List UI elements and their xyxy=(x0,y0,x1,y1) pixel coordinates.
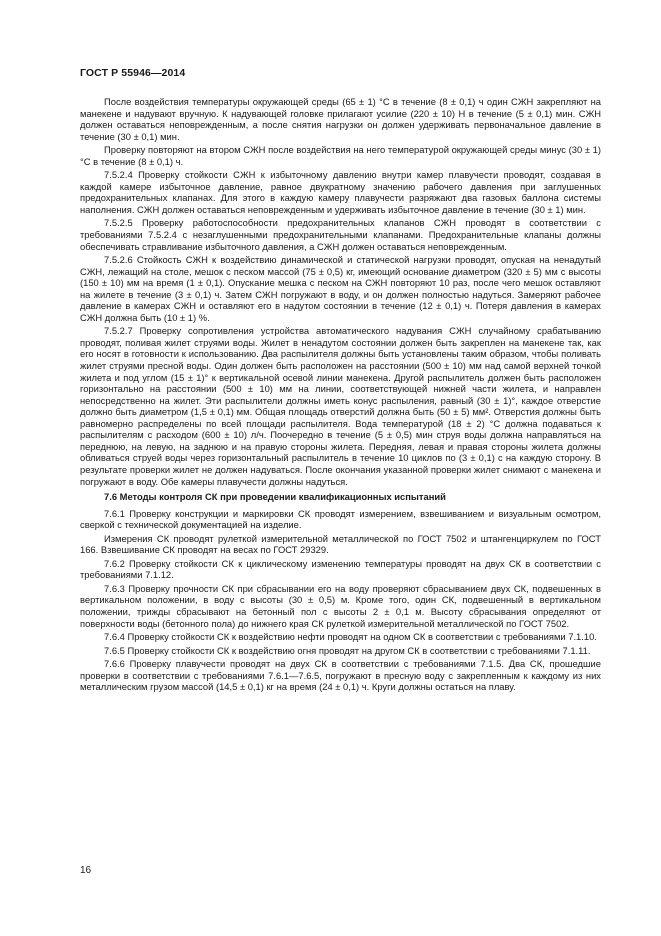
paragraph-7-5-2-5: 7.5.2.5 Проверку работоспособности предохранительных клапанов СЖН проводят в соответствии с требованиями 7.5.2.4 с незаглушенными предохранительными клапанами. Предохранительные клапаны должны обеспечивать стравливание избыточного давления, а СЖН должен оставаться неповрежденным. xyxy=(80,217,601,252)
paragraph: После воздействия температуры окружающей среды (65 ± 1) °С в течение (8 ± 0,1) ч один СЖН закрепляют на манекене и надувают вручную. К надувающей головке прилагают усилие (220 ± 10) Н в течение (5 ± 0,1) мин. СЖН должен оставаться неповрежденным, а после снятия нагрузки он должен удерживать первоначальное давление в течение (30 ± 0,1) мин. xyxy=(80,96,601,142)
document-body xyxy=(80,96,601,693)
page-number: 16 xyxy=(80,865,92,876)
paragraph: Проверку повторяют на втором СЖН после воздействия на него температурой окружающей среды минус (30 ± 1) °С в течение (8 ± 0,1) ч. xyxy=(80,144,601,167)
paragraph-7-6-6: 7.6.6 Проверку плавучести проводят на двух СК в соответствии с требованиями 7.1.5. Два СК, прошедшие проверки в соответствии с требованиями 7.6.1—7.6.5, погружают в пресную воду с закрепленным к каждому из них металлическим грузом массой (14,5 ± 0,1) кг на время (24 ± 0,1) ч. Круги должны остаться на плаву. xyxy=(80,658,601,693)
paragraph-7-6-3: 7.6.3 Проверку прочности СК при сбрасывании его на воду проверяют сбрасыванием двух СК, подвешенных в вертикальном положении, в воду с высоты (30 ± 0,5) м. Кроме того, один СК, подвешенный в вертикальном положении, трижды сбрасывают на бетонный пол с высоты 2 ± 0,1 м. Высоту сбрасывания определяют от поверхности воды (бетонного пола) до нижнего края СК рулеткой измерительной металлической по ГОСТ 7502. xyxy=(80,582,601,629)
document-code-header: ГОСТ Р 55946—2014 xyxy=(80,67,186,79)
paragraph-7-6-5: 7.6.5 Проверку стойкости СК к воздействию огня проводят на другом СК в соответствии с требованиями 7.1.11. xyxy=(104,644,591,656)
paragraph-7-5-2-4: 7.5.2.4 Проверку стойкости СЖН к избыточному давлению внутри камер плавучести проводят, создавая в каждой камере избыточное давление, равное двукратному значению рабочего давления при заглушенных предохранительных клапанах. Для этого в каждую камеру плавучести разряжают два газовых баллона системы наполнения. СЖН должен оставаться неповрежденным и удерживать избыточное давление в течение (30 ± 1) мин. xyxy=(80,169,601,215)
paragraph: Измерения СК проводят рулеткой измерительной металлической по ГОСТ 7502 и штангенциркулем по ГОСТ 166. Взвешивание СК проводят на весах по ГОСТ 29329. xyxy=(80,532,601,556)
paragraph-7-5-2-7: 7.5.2.7 Проверку сопротивления устройства автоматического надувания СЖН случайному срабатыванию проводят, поливая жилет струями воды. Жилет в ненадутом состоянии должен быть закреплен на манекене так, как его носят в готовности к использованию. Два распылителя должны быть установлены таким образом, чтобы поливать жилет струями пресной воды. Один должен быть расположен на расстоянии (500 ± 10) мм над самой верхней точкой жилета и под углом (15 ± 1)° к вертикальной осевой линии манекена. Другой распылитель должен быть расположен горизонтально на расстоянии (500 ± 10) мм на линии, соответствующей нижней части жилета, и направлен непосредственно на жилет. Эти распылители должны иметь конус распыления, равный (30 ± 1)°, каждое отверстие должно быть диаметром (1,5 ± 0,1) мм. Общая площадь отверстий должна быть (50 ± 5) мм². Отверстия должны быть равномерно распределены по всей площади распылителя. Вода температурой (18 ± 2) °С должна подаваться к распылителям с расходом (600 ± 10) л/ч. Поочередно в течение (5 ± 0,5) мин струя воды должна направляться на переднюю, на левую, на заднюю и на правую стороны жилета. Передняя, левая и правая стороны жилета должны обливаться струей воды через горизонтальный распылитель в течение 10 циклов по (3 ± 0,1) с на каждую сторону. В результате проверки жилет не должен надуваться. После окончания указанной проверки жилет снимают с манекена и погружают в воду. Обе камеры плавучести должны надуться. xyxy=(80,325,601,487)
section-heading-7-6: 7.6 Методы контроля СК при проведении квалификационных испытаний xyxy=(104,491,446,503)
paragraph-7-6-4: 7.6.4 Проверку стойкости СК к воздействию нефти проводят на одном СК в соответствии с требованиями 7.1.10. xyxy=(104,631,597,643)
paragraph-7-6-2: 7.6.2 Проверку стойкости СК к циклическому изменению температуры проводят на двух СК в соответствии с требованиями 7.1.12. xyxy=(80,557,601,581)
paragraph-7-5-2-6: 7.5.2.6 Стойкость СЖН к воздействию динамической и статической нагрузки проводят, опуская на ненадутый СЖН, лежащий на столе, мешок с песком массой (75 ± 0,5) кг, имеющий основание диаметром (320 ± 5) мм с высоты (150 ± 10) мм на время (1 ± 0,1). Опускание мешка с песком на СЖН повторяют 10 раз, после чего мешок оставляют на жилете в течение (3 ± 0,1) ч. Затем СЖН погружают в воду, и он должен полностью надуться. Замеряют рабочее давление в камерах СЖН и оставляют его в надутом состоянии в течение (12 ± 0,1) ч. Потеря давления в камерах СЖН должна быть (10 ± 1) %. xyxy=(80,254,601,323)
paragraph-7-6-1: 7.6.1 Проверку конструкции и маркировки СК проводят измерением, взвешиванием и визуальным осмотром, сверкой с технической документацией на изделие. xyxy=(80,507,601,531)
